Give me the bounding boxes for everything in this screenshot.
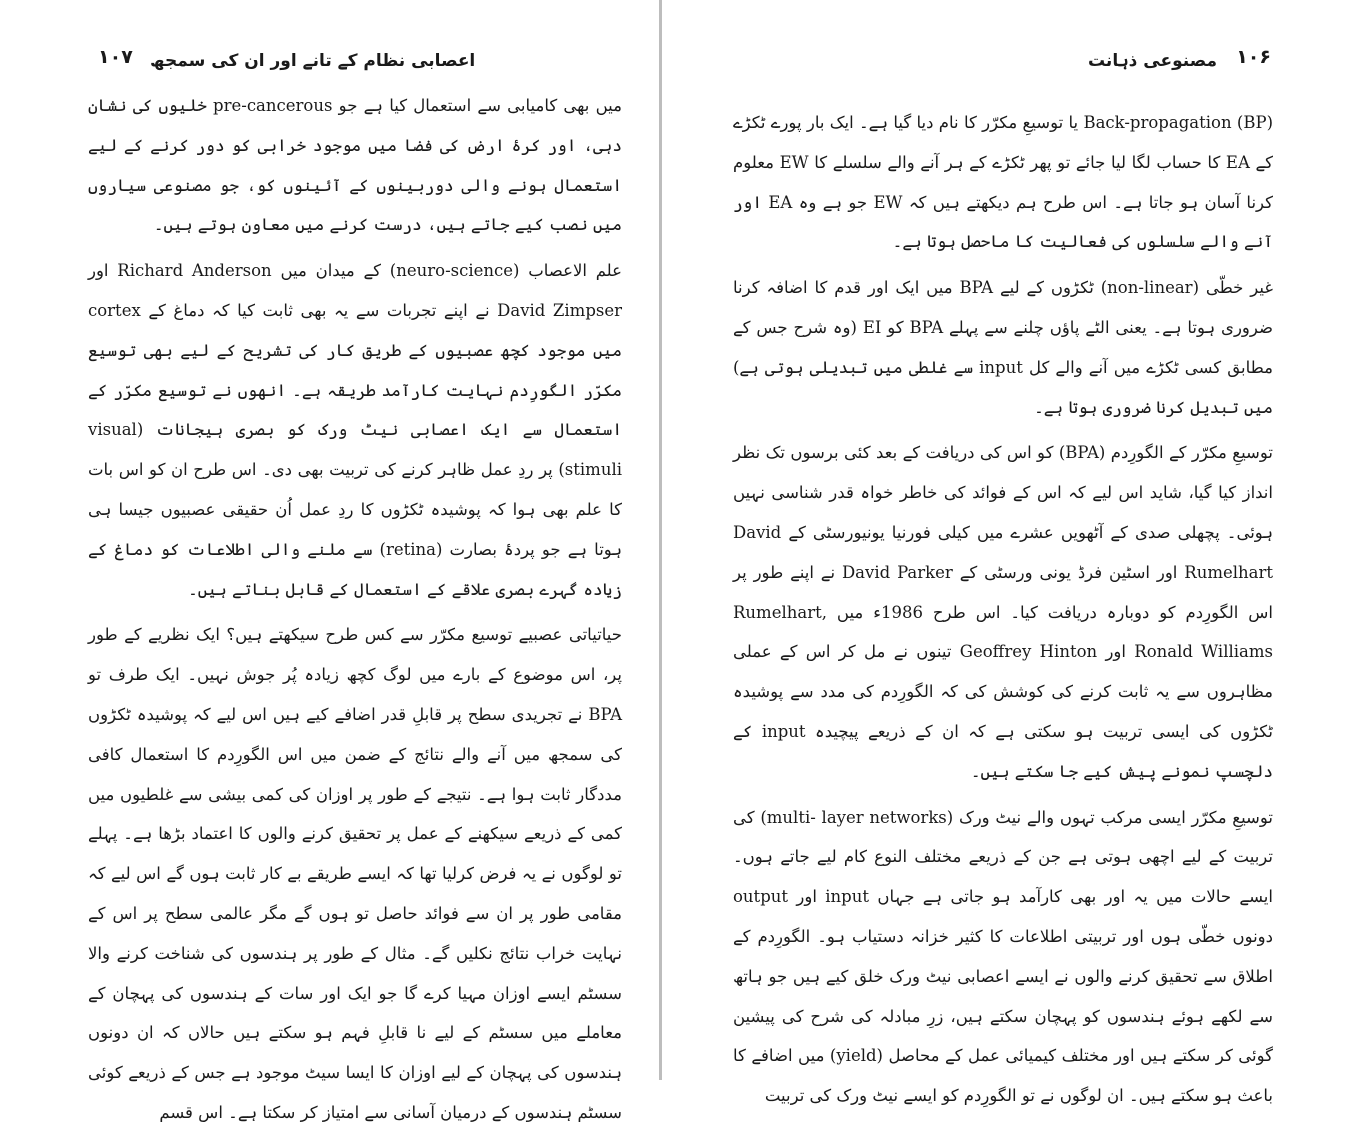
right-paragraph-3: توسیعِ مکرّر کے الگورِدم (BPA) کو اس کی دریافت کے بعد کئی برسوں تک نظر انداز کیا گیا، شاید اس لیے کہ اس کے فوائد کی خاطر خواہ قدر شناسی نہیں ہوئی۔ پچھلی صدی کے آٹھویں عشرے میں کیلی فورنیا یونیورسٹی کے David Rumelhart اور اسٹین فرڈ یونی ورسٹی کے David Parker نے اپنے طور پر اس الگورِدم کو دوبارہ دریافت کیا۔ اس طرح 1986ء میں Rumelhart, Ronald Williams اور Geoffrey Hinton تینوں نے مل کر اس کے عملی مظاہروں سے یہ ثابت کرنے کی کوشش کی کہ الگورِدم کی مدد سے پوشیدہ ٹکڑوں کی ایسی تربیت ہو سکتی ہے کہ ان کے ذریعے پیچیدہ input کے دلچسپ نمونے پیش کیے جا سکتے ہیں۔ bbox=[733, 443, 1274, 781]
right-page-body bbox=[733, 103, 1274, 1106]
left-page-body bbox=[88, 86, 622, 1122]
left-paragraph-2: علم الاعصاب (neuro-science) کے میدان میں Richard Anderson اور David Zimpser نے اپنے تجربات سے یہ بھی ثابت کیا کہ دماغ کے cortex میں موجود کچھ عصبیوں کے طریق کار کی تشریح کے لیے بھی توسیع مکرّر الگورِدم نہایت کارآمد طریقہ ہے۔ انھوں نے توسیع مکرّر کے استعمال سے ایک اعصابی نیٹ ورک کو بصری ہیجانات (visual stimuli) پر ردِ عمل ظاہر کرنے کی تربیت بھی دی۔ اس طرح ان کو اس بات کا علم بھی ہوا کہ پوشیدہ ٹکڑوں کا ردِ عمل اُن حقیقی عصبیوں جیسا ہی ہوتا ہے جو پردۂ بصارت (retina) سے ملنے والی اطلاعات کو دماغ کے زیادہ گہرے بصری علاقے کے استعمال کے قابل بناتے ہیں۔ bbox=[88, 261, 622, 599]
right-page-header bbox=[733, 42, 1273, 76]
left-page-number: ۱۰۷ bbox=[98, 46, 133, 68]
right-paragraph-2: غیر خطّی (non-linear) ٹکڑوں کے لیے BPA میں ایک اور قدم کا اضافہ کرنا ضروری ہوتا ہے۔ یعنی الٹے پاؤں چلنے سے پہلے BPA کو EI (وہ شرح جس کے مطابق کسی ٹکڑے میں آنے والے کل input سے غلطی میں تبدیلی ہوتی ہے) میں تبدیل کرنا ضروری ہوتا ہے۔ bbox=[733, 278, 1274, 417]
right-page bbox=[733, 0, 1274, 1106]
left-paragraph-1: میں بھی کامیابی سے استعمال کیا ہے جو pre-cancerous خلیوں کی نشان دہی، اور کرۂ ارض کی فضا میں موجود خرابی کو دور کرنے کے لیے استعمال ہونے والی دوربینوں کے آئینوں کو، جو مصنوعی سیاروں میں نصب کیے جاتے ہیں، درست کرنے میں معاون ہوتے ہیں۔ bbox=[88, 96, 622, 235]
left-page bbox=[88, 0, 622, 1122]
right-running-title: مصنوعی ذہانت bbox=[1087, 51, 1217, 71]
right-paragraph-1: (BP) Back-propagation یا توسیعِ مکرّر کا نام دیا گیا ہے۔ ایک بار پورے ٹکڑے کے EA کا حساب لگا لیا جائے تو پھر ٹکڑے کے ہر آنے والے سلسلے کا EW معلوم کرنا آسان ہو جاتا ہے۔ اس طرح ہم دیکھتے ہیں کہ EW جو ہے وہ EA اور آنے والے سلسلوں کی فعالیت کا ماحصل ہوتا ہے۔ bbox=[733, 113, 1274, 252]
left-page-header bbox=[88, 42, 622, 76]
left-paragraph-3: حیاتیاتی عصبیے توسیع مکرّر سے کس طرح سیکھتے ہیں؟ ایک نظریے کے طور پر، اس موضوع کے بارے میں لوگ کچھ زیادہ پُر جوش نہیں۔ ایک طرف تو BPA نے تجریدی سطح پر قابلِ قدر اضافے کیے ہیں اس لیے کہ پوشیدہ ٹکڑوں کی سمجھ میں آنے والے نتائج کے ضمن میں اس الگورِدم کا استعمال کافی مددگار ثابت ہوا ہے۔ نتیجے کے طور پر اوزان کی کمی بیشی سے غلطیوں میں کمی کے ذریعے سیکھنے کے عمل پر تحقیق کرنے والوں کا اعتماد بڑھا ہے۔ پہلے تو لوگوں نے یہ فرض کرلیا تھا کہ ایسے طریقے بے کار ثابت ہوں گے اس لیے کہ مقامی طور پر ان سے فوائد حاصل تو ہوں گے مگر عالمی سطح پر اس کے نہایت خراب نتائج نکلیں گے۔ مثال کے طور پر ہندسوں کی شناخت کرنے والا سسٹم ایسے اوزان مہیا کرے گا جو ایک اور سات کے ہندسوں کی پہچان کے معاملے میں سسٹم کے لیے نا قابلِ فہم ہو سکتے ہیں حالاں کہ ان دونوں ہندسوں کی پہچان کے لیے اوزان کا ایسا سیٹ موجود ہے جس کے ذریعے کوئی سسٹم ہندسوں کے درمیان آسانی سے امتیاز کر سکتا ہے۔ اس قسم bbox=[88, 625, 622, 1122]
page-gutter bbox=[659, 0, 662, 1080]
left-running-title: اعصابی نظام کے تانے اور ان کی سمجھ bbox=[150, 51, 476, 71]
right-page-number: ۱۰۶ bbox=[1236, 46, 1271, 68]
right-paragraph-4: توسیعِ مکرّر ایسی مرکب تہوں والے نیٹ ورک (multi- layer networks) کی تربیت کے لیے اچھی ہوتی ہے جن کے ذریعے مختلف النوع کام لیے جاتے ہوں۔ ایسے حالات میں یہ اور بھی کارآمد ہو جاتی ہے جہاں input اور output دونوں خطّی ہوں اور تربیتی اطلاعات کا کثیر خزانہ دستیاب ہو۔ الگورِدم کے اطلاق سے تحقیق کرنے والوں نے ایسے اعصابی نیٹ ورک خلق کیے ہیں جو ہاتھ سے لکھے ہوئے ہندسوں کو پہچان سکتے ہیں، زرِ مبادلہ کی شرح کی پیشین گوئی کر سکتے ہیں اور مختلف کیمیائی عمل کے محاصل (yield) میں اضافے کا باعث ہو سکتے ہیں۔ ان لوگوں نے تو الگورِدم کو ایسے نیٹ ورک کی تربیت bbox=[733, 807, 1274, 1106]
